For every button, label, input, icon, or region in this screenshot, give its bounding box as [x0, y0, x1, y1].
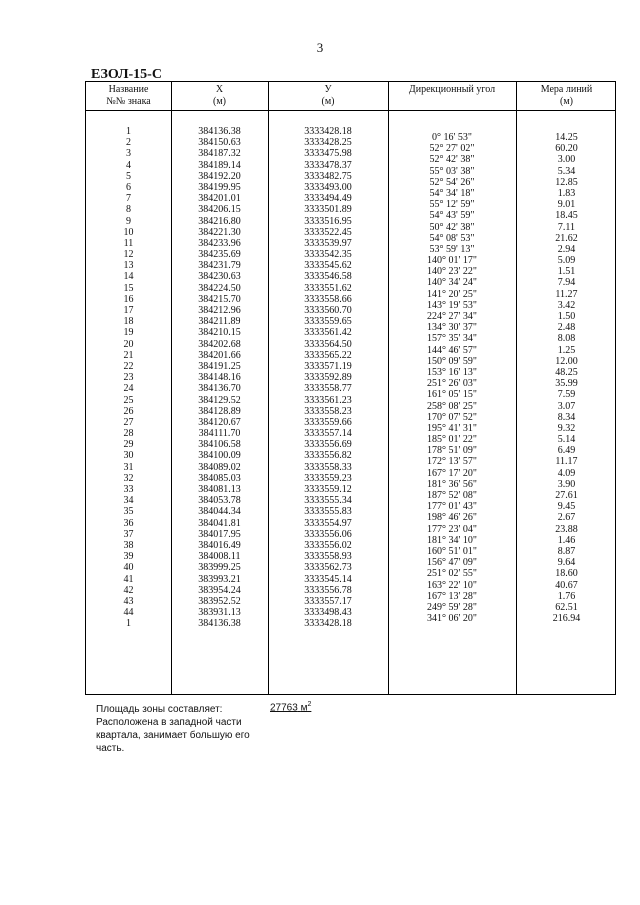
line-length-cell: 7.11	[557, 221, 576, 233]
point-number-cell: 26	[123, 405, 134, 417]
y-coordinate-cell: 3333556.69	[304, 439, 352, 451]
line-length-cell: 9.64	[557, 557, 576, 569]
header-y	[268, 84, 388, 108]
y-coordinate-cell: 3333522.45	[304, 226, 352, 238]
line-length-cell: 1.51	[557, 266, 576, 278]
point-number-cell: 19	[123, 327, 134, 339]
header-name-line2: №№ знака	[106, 96, 151, 107]
line-length-cell: 3.90	[557, 478, 576, 490]
point-number-cell: 30	[123, 450, 134, 462]
area-note	[96, 703, 266, 755]
location-description: Расположена в западной части квартала, занимает большую его часть.	[96, 717, 250, 754]
direction-angle-cell: 50° 42' 38"	[429, 221, 475, 233]
y-coordinate-cell: 3333558.93	[304, 551, 352, 563]
line-length-cell: 8.08	[557, 333, 576, 345]
y-coordinate-cell: 3333559.66	[304, 416, 352, 428]
point-number-cell: 36	[123, 517, 134, 529]
line-length-cell: 8.87	[557, 545, 576, 557]
x-coordinate-cell: 384199.95	[198, 181, 241, 193]
line-length-cell: 5.34	[557, 165, 576, 177]
direction-angle-cell: 195° 41' 31"	[427, 422, 477, 434]
point-number-cell: 38	[123, 539, 134, 551]
point-number-cell: 21	[123, 349, 134, 361]
line-length-cell: 2.67	[557, 512, 576, 524]
line-length-cell: 3.00	[557, 154, 576, 166]
x-coordinate-cell: 384017.95	[198, 528, 241, 540]
x-coordinate-cell: 384100.09	[198, 450, 241, 462]
direction-angle-cell: 156° 47' 09"	[427, 557, 477, 569]
line-length-cell: 2.94	[557, 243, 576, 255]
direction-angle-cell: 187° 52' 08"	[427, 490, 477, 501]
x-coordinate-cell: 384120.67	[198, 416, 241, 428]
direction-angle-cell: 140° 34' 24"	[427, 277, 477, 289]
header-length	[516, 84, 617, 108]
direction-angle-cell: 167° 13' 28"	[427, 590, 477, 602]
header-angle	[388, 84, 516, 96]
direction-angle-cell: 52° 54' 26"	[429, 176, 475, 188]
y-coordinate-cell: 3333561.42	[304, 327, 352, 339]
y-coordinate-cell: 3333545.14	[304, 573, 352, 585]
line-length-cell: 5.09	[557, 255, 576, 267]
line-length-cell: 1.50	[557, 311, 576, 322]
y-coordinate-cell: 3333592.89	[304, 372, 352, 384]
point-number-cell: 35	[123, 506, 134, 518]
direction-angle-cell: 54° 43' 59"	[429, 210, 475, 222]
line-length-cell: 3.42	[557, 299, 576, 311]
point-number-cell: 34	[123, 495, 134, 507]
x-coordinate-cell: 384106.58	[198, 439, 241, 451]
direction-angle-cell: 167° 17' 20"	[427, 467, 477, 479]
y-coordinate-cell: 3333561.23	[304, 394, 352, 406]
point-number-cell: 13	[123, 260, 134, 272]
point-number-cell: 27	[123, 416, 134, 428]
direction-angle-cell: 224° 27' 34"	[427, 311, 477, 322]
y-coordinate-cell: 3333556.02	[304, 539, 352, 551]
direction-angle-cell: 181° 34' 10"	[427, 534, 477, 546]
point-number-cell: 11	[123, 237, 134, 249]
line-length-cell: 18.60	[555, 568, 578, 580]
direction-angle-cell: 140° 23' 22"	[427, 266, 477, 278]
line-length-cell: 1.83	[557, 187, 576, 199]
direction-angle-cell: 140° 01' 17"	[427, 255, 477, 267]
point-number-cell: 5	[126, 170, 131, 182]
header-length-line2: (м)	[560, 96, 573, 107]
y-coordinate-cell: 3333428.18	[304, 126, 352, 137]
header-y-line2: (м)	[321, 96, 335, 107]
x-coordinate-cell: 384201.01	[198, 193, 241, 205]
y-coordinate-cell: 3333428.18	[304, 618, 352, 630]
x-coordinate-cell: 384044.34	[198, 506, 241, 518]
x-coordinate-cell: 384136.70	[198, 383, 241, 395]
point-number-cell: 2	[126, 137, 131, 149]
header-x-line2: (м)	[213, 96, 226, 107]
x-coordinate-cell: 384215.70	[198, 293, 241, 305]
y-coordinate-cell: 3333560.70	[304, 305, 352, 316]
line-length-cell: 12.85	[555, 176, 578, 188]
coordinates-table	[85, 81, 616, 695]
x-coordinate-cell: 384129.52	[198, 394, 241, 406]
x-coordinate-cell: 384150.63	[198, 137, 241, 149]
line-length-cell: 8.34	[557, 411, 576, 423]
x-coordinate-cell: 384233.96	[198, 237, 241, 249]
line-length-cell: 4.09	[557, 467, 576, 479]
point-number-cell: 9	[126, 215, 131, 227]
x-coordinate-cell: 384211.89	[198, 316, 241, 328]
y-coordinate-cell: 3333555.83	[304, 506, 352, 518]
direction-angle-cell: 55° 12' 59"	[429, 199, 475, 211]
area-number: 27763	[270, 702, 298, 714]
x-coordinate-cell: 384085.03	[198, 472, 241, 484]
x-coordinate-cell: 384192.20	[198, 170, 241, 182]
x-coordinate-cell: 384201.66	[198, 349, 241, 361]
line-length-cell: 9.32	[557, 422, 576, 434]
point-number-column	[86, 126, 171, 629]
direction-angle-cell: 251° 26' 03"	[427, 378, 477, 390]
point-number-cell: 16	[123, 293, 134, 305]
point-number-cell: 32	[123, 472, 134, 484]
point-number-cell: 6	[126, 181, 131, 193]
direction-angle-cell: 52° 27' 02"	[429, 143, 475, 155]
direction-angle-cell: 150° 09' 59"	[427, 355, 477, 367]
area-unit: м	[300, 702, 308, 714]
direction-angle-cell: 177° 23' 04"	[427, 523, 477, 535]
line-length-cell: 2.48	[557, 322, 576, 334]
point-number-cell: 18	[123, 316, 134, 328]
direction-angle-cell: 55° 03' 38"	[429, 165, 475, 177]
zone-code-title: ЕЗОЛ-15-С	[91, 67, 162, 82]
x-coordinate-cell: 383952.52	[198, 595, 241, 607]
x-coordinate-cell: 384128.89	[198, 405, 241, 417]
line-length-cell: 35.99	[555, 378, 578, 390]
x-coordinate-cell: 383993.21	[198, 573, 241, 585]
direction-angle-cell: 181° 36' 56"	[427, 478, 477, 490]
y-coordinate-cell: 3333556.82	[304, 450, 352, 462]
point-number-cell: 28	[123, 428, 134, 440]
direction-angle-cell: 52° 42' 38"	[429, 154, 475, 166]
y-coordinate-cell: 3333556.78	[304, 584, 352, 596]
y-coordinate-cell: 3333542.35	[304, 249, 352, 261]
page-number: 3	[316, 40, 324, 55]
y-coordinate-cell: 3333564.50	[304, 338, 352, 350]
point-number-cell: 33	[123, 484, 134, 495]
direction-angle-cell: 341° 06' 20"	[427, 613, 477, 625]
point-number-cell: 12	[123, 249, 134, 261]
point-number-cell: 42	[123, 584, 134, 596]
y-coordinate-cell: 3333558.77	[304, 383, 352, 395]
header-y-line1: У	[324, 84, 332, 95]
y-coordinate-cell: 3333493.00	[304, 181, 352, 193]
x-coordinate-cell: 384187.32	[198, 148, 241, 160]
point-number-cell: 39	[123, 551, 134, 563]
line-length-cell: 7.94	[557, 277, 576, 289]
y-coordinate-cell: 3333555.34	[304, 495, 352, 507]
direction-angle-cell: 143° 19' 53"	[427, 299, 477, 311]
point-number-cell: 22	[123, 360, 134, 372]
x-coordinate-cell: 384148.16	[198, 372, 241, 384]
y-coordinate-cell: 3333478.37	[304, 159, 352, 171]
y-coordinate-cell: 3333559.23	[304, 472, 352, 484]
line-length-cell: 5.14	[557, 434, 576, 446]
y-coordinate-cell: 3333545.62	[304, 260, 352, 272]
x-coordinate-cell: 384221.30	[198, 226, 241, 238]
y-coordinate-cell: 3333475.98	[304, 148, 352, 160]
x-coordinate-cell: 383954.24	[198, 584, 241, 596]
line-length-cell: 6.49	[557, 445, 576, 457]
line-length-cell: 18.45	[555, 210, 578, 222]
x-coordinate-cell: 384191.25	[198, 360, 241, 372]
direction-angle-cell: 134° 30' 37"	[427, 322, 477, 334]
direction-angle-cell: 144° 46' 57"	[427, 344, 477, 356]
point-number-cell: 29	[123, 439, 134, 451]
y-coordinate-cell: 3333546.58	[304, 271, 352, 283]
header-name	[86, 84, 171, 108]
y-coordinate-cell: 3333557.14	[304, 428, 352, 440]
point-number-cell: 43	[123, 595, 134, 607]
y-coordinate-cell: 3333559.65	[304, 316, 352, 328]
y-coordinate-cell: 3333556.06	[304, 528, 352, 540]
x-coordinate-cell: 383999.25	[198, 562, 241, 574]
x-coordinate-cell: 384136.38	[198, 618, 241, 630]
point-number-cell: 3	[126, 148, 131, 160]
line-length-cell: 9.01	[557, 199, 576, 211]
direction-angle-cell: 258° 08' 25"	[427, 400, 477, 412]
direction-angle-cell: 54° 08' 53"	[429, 232, 475, 244]
x-coordinate-cell: 384008.11	[198, 551, 241, 563]
y-coordinate-cell: 3333494.49	[304, 193, 352, 205]
y-coordinate-cell: 3333557.17	[304, 595, 352, 607]
direction-angle-cell: 178° 51' 09"	[427, 445, 477, 457]
direction-angle-cell: 251° 02' 55"	[427, 568, 477, 580]
x-coordinate-cell: 384053.78	[198, 495, 241, 507]
point-number-cell: 23	[123, 372, 134, 384]
x-coordinate-cell: 384041.81	[198, 517, 241, 529]
point-number-cell: 17	[123, 305, 134, 316]
line-length-cell: 27.61	[555, 490, 578, 501]
line-length-cell: 21.62	[555, 232, 578, 244]
x-coordinate-cell: 384206.15	[198, 204, 241, 216]
point-number-cell: 20	[123, 338, 134, 350]
header-x	[171, 84, 268, 108]
area-value	[270, 701, 311, 713]
x-coordinate-column	[171, 126, 268, 629]
line-length-cell: 62.51	[555, 601, 578, 613]
point-number-cell: 1	[126, 126, 131, 137]
line-length-cell: 23.88	[555, 523, 578, 535]
y-coordinate-cell: 3333428.25	[304, 137, 352, 149]
direction-angle-cell: 163° 22' 10"	[427, 579, 477, 591]
point-number-cell: 15	[123, 282, 134, 294]
header-x-line1: Х	[215, 84, 224, 95]
y-coordinate-column	[268, 126, 388, 629]
line-length-cell: 12.00	[555, 355, 578, 367]
y-coordinate-cell: 3333551.62	[304, 282, 352, 294]
direction-angle-cell: 172° 13' 57"	[427, 456, 477, 468]
direction-angle-cell: 249° 59' 28"	[427, 601, 477, 613]
direction-angle-cell: 141° 20' 25"	[427, 288, 477, 300]
area-unit-power: 2	[307, 701, 312, 708]
line-length-cell: 60.20	[555, 143, 578, 155]
header-length-line1: Мера линий	[540, 84, 593, 95]
point-number-cell: 24	[123, 383, 134, 395]
x-coordinate-cell: 384089.02	[198, 461, 241, 473]
x-coordinate-cell: 384216.80	[198, 215, 241, 227]
line-length-cell: 11.27	[555, 288, 578, 300]
direction-angle-cell: 198° 46' 26"	[427, 512, 477, 524]
line-length-cell: 9.45	[557, 501, 576, 513]
header-angle-line1: Дирекционный угол	[408, 84, 496, 95]
line-length-column	[516, 132, 617, 624]
x-coordinate-cell: 384202.68	[198, 338, 241, 350]
line-length-cell: 1.25	[557, 344, 576, 356]
line-length-cell: 1.46	[557, 534, 576, 546]
y-coordinate-cell: 3333516.95	[304, 215, 352, 227]
point-number-cell: 31	[123, 461, 134, 473]
line-length-cell: 14.25	[555, 132, 578, 143]
x-coordinate-cell: 384235.69	[198, 249, 241, 261]
area-label: Площадь зоны составляет:	[96, 704, 223, 715]
x-coordinate-cell: 384189.14	[198, 159, 241, 171]
y-coordinate-cell: 3333559.12	[304, 484, 352, 495]
x-coordinate-cell: 384212.96	[198, 305, 241, 316]
point-number-cell: 7	[126, 193, 131, 205]
point-number-cell: 25	[123, 394, 134, 406]
y-coordinate-cell: 3333482.75	[304, 170, 352, 182]
point-number-cell: 14	[123, 271, 134, 283]
x-coordinate-cell: 384016.49	[198, 539, 241, 551]
point-number-cell: 40	[123, 562, 134, 574]
direction-angle-cell: 54° 34' 18"	[429, 187, 475, 199]
point-number-cell: 10	[123, 226, 134, 238]
point-number-cell: 4	[126, 159, 131, 171]
point-number-cell: 44	[123, 607, 134, 619]
direction-angle-column	[388, 132, 516, 624]
point-number-cell: 1	[126, 618, 131, 630]
line-length-cell: 7.59	[557, 389, 576, 401]
y-coordinate-cell: 3333562.73	[304, 562, 352, 574]
direction-angle-cell: 177° 01' 43"	[427, 501, 477, 513]
point-number-cell: 37	[123, 528, 134, 540]
line-length-cell: 1.76	[557, 590, 576, 602]
y-coordinate-cell: 3333501.89	[304, 204, 352, 216]
x-coordinate-cell: 384224.50	[198, 282, 241, 294]
y-coordinate-cell: 3333558.66	[304, 293, 352, 305]
direction-angle-cell: 170° 07' 52"	[427, 411, 477, 423]
x-coordinate-cell: 384111.70	[198, 428, 241, 440]
line-length-cell: 3.07	[557, 400, 576, 412]
y-coordinate-cell: 3333565.22	[304, 349, 352, 361]
y-coordinate-cell: 3333554.97	[304, 517, 352, 529]
direction-angle-cell: 157° 35' 34"	[427, 333, 477, 345]
x-coordinate-cell: 384230.63	[198, 271, 241, 283]
direction-angle-cell: 160° 51' 01"	[427, 545, 477, 557]
x-coordinate-cell: 383931.13	[198, 607, 241, 619]
x-coordinate-cell: 384136.38	[198, 126, 241, 137]
x-coordinate-cell: 384081.13	[198, 484, 241, 495]
header-name-line1: Название	[108, 84, 149, 95]
point-number-cell: 41	[123, 573, 134, 585]
header-divider	[86, 110, 615, 111]
y-coordinate-cell: 3333558.33	[304, 461, 352, 473]
direction-angle-cell: 185° 01' 22"	[427, 434, 477, 446]
line-length-cell: 40.67	[555, 579, 578, 591]
line-length-cell: 48.25	[555, 366, 578, 378]
direction-angle-cell: 161° 05' 15"	[427, 389, 477, 401]
line-length-cell: 216.94	[552, 613, 581, 625]
direction-angle-cell: 0° 16' 53"	[432, 132, 472, 143]
line-length-cell: 11.17	[555, 456, 578, 468]
x-coordinate-cell: 384231.79	[198, 260, 241, 272]
direction-angle-cell: 53° 59' 13"	[429, 243, 475, 255]
y-coordinate-cell: 3333498.43	[304, 607, 352, 619]
x-coordinate-cell: 384210.15	[198, 327, 241, 339]
y-coordinate-cell: 3333571.19	[304, 360, 352, 372]
y-coordinate-cell: 3333558.23	[304, 405, 352, 417]
y-coordinate-cell: 3333539.97	[304, 237, 352, 249]
direction-angle-cell: 153° 16' 13"	[427, 366, 477, 378]
point-number-cell: 8	[126, 204, 131, 216]
